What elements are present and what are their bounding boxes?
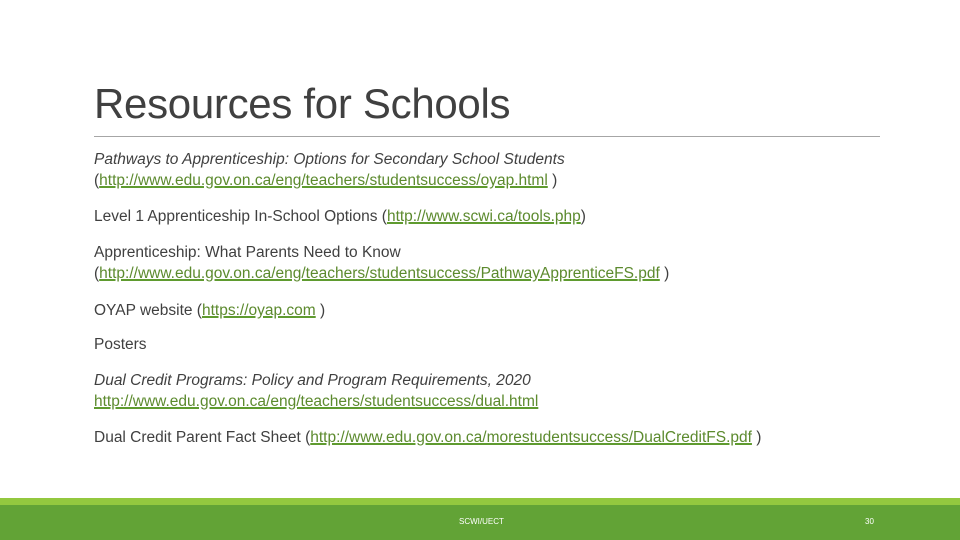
paren: ) <box>659 265 670 282</box>
resource-posters <box>94 334 147 355</box>
resource-link[interactable]: http://www.scwi.ca/tools.php <box>386 208 581 225</box>
resource-level1 <box>94 206 586 227</box>
page-number: 30 <box>865 517 874 526</box>
paren: ) <box>751 429 762 446</box>
resource-title: Dual Credit Parent Fact Sheet ( <box>94 429 311 446</box>
paren: ) <box>580 208 586 225</box>
resource-title: Pathways to Apprenticeship: Options for Secondary School Students <box>94 151 565 168</box>
resource-oyap <box>94 300 325 321</box>
footer-accent-band <box>0 498 960 505</box>
resource-title: Dual Credit Programs: Policy and Program Requirements, 2020 <box>94 372 531 389</box>
resource-title: Posters <box>94 336 147 353</box>
footer-label: SCWI/UECT <box>459 517 504 526</box>
resource-title: Apprenticeship: What Parents Need to Know <box>94 244 401 261</box>
paren: ( <box>94 172 100 189</box>
resource-link[interactable]: https://oyap.com <box>201 302 316 319</box>
resource-link[interactable]: http://www.edu.gov.on.ca/eng/teachers/studentsuccess/PathwayApprenticeFS.pdf <box>99 265 660 282</box>
resource-dual-credit-factsheet <box>94 427 761 448</box>
title-divider <box>94 136 880 137</box>
resource-parents <box>94 242 669 284</box>
paren: ) <box>315 302 326 319</box>
resource-link[interactable]: http://www.edu.gov.on.ca/eng/teachers/studentsuccess/dual.html <box>94 393 539 410</box>
resource-link[interactable]: http://www.edu.gov.on.ca/morestudentsuccess/DualCreditFS.pdf <box>310 429 752 446</box>
paren: ) <box>547 172 558 189</box>
resource-pathways <box>94 149 565 191</box>
slide-title: Resources for Schools <box>94 80 511 127</box>
resource-title: Level 1 Apprenticeship In-School Options ( <box>94 208 387 225</box>
paren: ( <box>94 265 100 282</box>
resource-link[interactable]: http://www.edu.gov.on.ca/eng/teachers/studentsuccess/oyap.html <box>99 172 548 189</box>
resource-dual-credit <box>94 370 538 412</box>
resource-title: OYAP website ( <box>94 302 202 319</box>
